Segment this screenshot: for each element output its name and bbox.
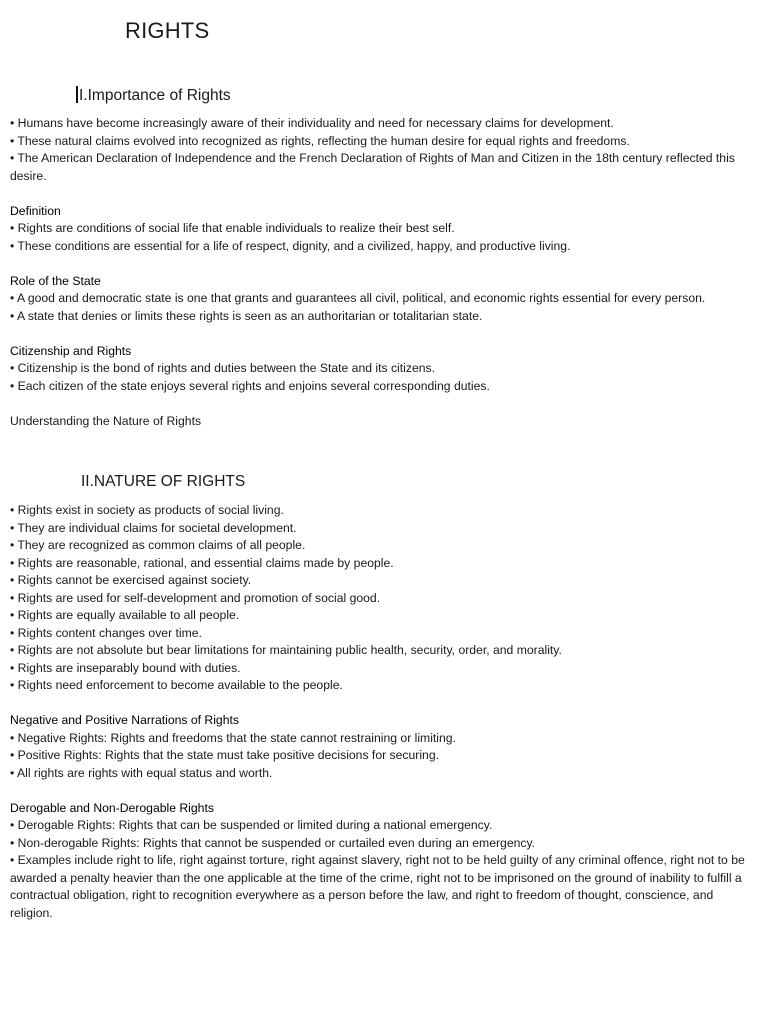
bullet-item: • Citizenship is the bond of rights and duties between the State and its citizens.	[10, 361, 435, 375]
closing-line: Understanding the Nature of Rights	[10, 413, 202, 428]
bullet-item: • They are individual claims for societal development.	[10, 520, 297, 535]
bullet-item: • These conditions are essential for a life of respect, dignity, and a civilized, happy, and productive living.	[10, 238, 571, 253]
subheading-citizenship: Citizenship and Rights	[10, 343, 132, 358]
bullet-item: • Rights need enforcement to become available to the people.	[10, 678, 343, 692]
bullet-item: • Humans have become increasingly aware of their individuality and need for necessary claims for development.	[10, 116, 614, 130]
bullet-item: • A state that denies or limits these rights is seen as an authoritarian or totalitarian state.	[10, 308, 483, 323]
document-title: RIGHTS	[125, 18, 210, 43]
bullet-item: • These natural claims evolved into recognized as rights, reflecting the human desire for equal rights and freedoms.	[10, 133, 630, 148]
bullet-item: • Rights are used for self-development and promotion of social good.	[10, 590, 381, 605]
bullet-item: • Each citizen of the state enjoys several rights and enjoins several corresponding duties.	[10, 378, 490, 393]
bullet-item: • Examples include right to life, right against torture, right against slavery, right not to be held guilty of any criminal offence, right not to be awarded a penalty heavier than the one applicable at the time of the crime, right not to be imprisoned on the ground of inability to fulfill a contractual obligation, right to recognition everywhere as a person before the law, and right to freedom of thought, conscience, and religion.	[10, 853, 745, 920]
bullet-item: • Rights are reasonable, rational, and essential claims made by people.	[10, 555, 394, 570]
subheading-derogable: Derogable and Non-Derogable Rights	[10, 800, 214, 815]
bullet-item: • Positive Rights: Rights that the state must take positive decisions for securing.	[10, 748, 439, 762]
bullet-item: • Rights are conditions of social life that enable individuals to realize their best self.	[10, 221, 455, 235]
section-1-heading-text: I.Importance of Rights	[79, 87, 231, 104]
bullet-item: • They are recognized as common claims of all people.	[10, 538, 306, 552]
subheading-role-of-state: Role of the State	[10, 273, 101, 288]
bullet-item: • Rights exist in society as products of social living.	[10, 503, 284, 517]
section-1-body	[10, 115, 758, 430]
bullet-item: • A good and democratic state is one that grants and guarantees all civil, political, and economic rights essential for every person.	[10, 291, 706, 305]
bullet-item: • All rights are rights with equal status and worth.	[10, 765, 273, 780]
bullet-item: • Rights are inseparably bound with duties.	[10, 660, 241, 675]
section-2-body	[10, 502, 758, 922]
bullet-item: • The American Declaration of Independence and the French Declaration of Rights of Man and Citizen in the 18th century reflected this desire.	[10, 151, 735, 183]
subheading-negative-positive: Negative and Positive Narrations of Rights	[10, 713, 239, 727]
section-1-heading	[76, 86, 231, 105]
bullet-item: • Rights are not absolute but bear limitations for maintaining public health, security, order, and morality.	[10, 643, 562, 657]
bullet-item: • Non-derogable Rights: Rights that cannot be suspended or curtailed even during an emergency.	[10, 835, 536, 850]
bullet-item: • Rights cannot be exercised against society.	[10, 573, 252, 587]
bullet-item: • Negative Rights: Rights and freedoms that the state cannot restraining or limiting.	[10, 730, 456, 745]
section-2-heading: II.NATURE OF RIGHTS	[81, 473, 246, 490]
subheading-definition: Definition	[10, 203, 61, 218]
bullet-item: • Rights content changes over time.	[10, 625, 202, 640]
text-cursor	[76, 86, 78, 103]
bullet-item: • Derogable Rights: Rights that can be suspended or limited during a national emergency.	[10, 818, 493, 832]
bullet-item: • Rights are equally available to all people.	[10, 608, 240, 622]
